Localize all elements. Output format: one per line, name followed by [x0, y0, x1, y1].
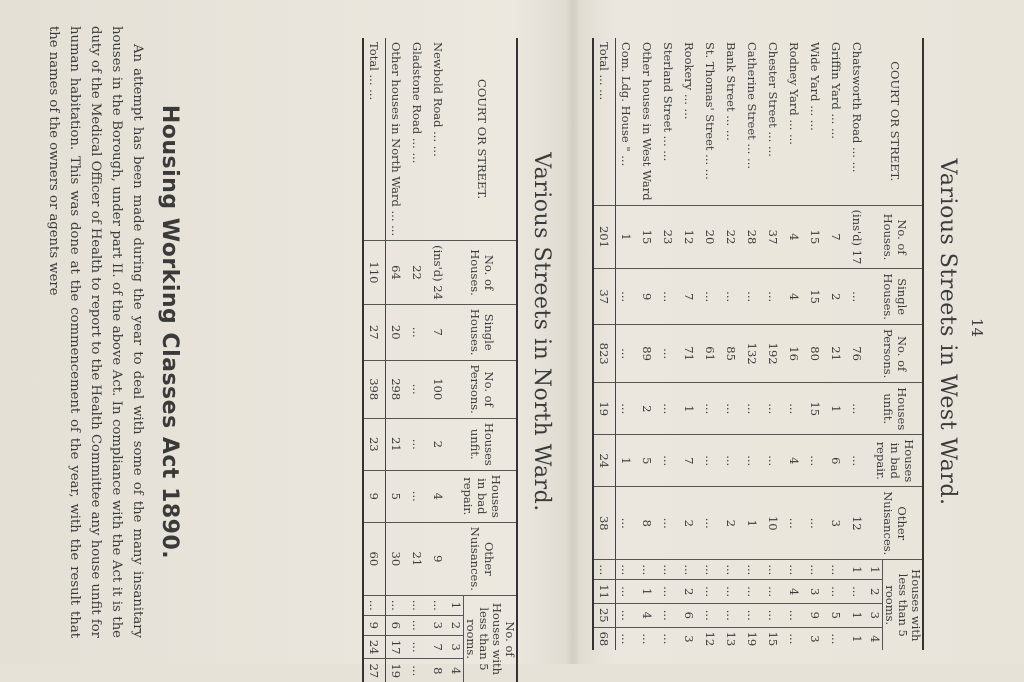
cell-persons: 85	[721, 324, 742, 382]
cell-houses: 15	[637, 205, 658, 269]
cell-unfit: ...	[742, 383, 763, 435]
cell-other: ...	[784, 487, 805, 560]
cell-r3: ...	[763, 603, 784, 627]
cell-other: ...	[805, 487, 826, 560]
cell-r2: 3	[805, 580, 826, 604]
cell-bad: 24	[593, 435, 616, 487]
cell-other: 2	[721, 487, 742, 560]
cell-single: ...	[742, 269, 763, 325]
cell-unfit: 15	[805, 383, 826, 435]
cell-single: 9	[637, 269, 658, 325]
cell-houses: 110	[363, 241, 386, 305]
cell-name: Wide Yard ... ...	[805, 38, 826, 205]
cell-unfit: ...	[407, 418, 428, 470]
cell-houses: 15	[805, 205, 826, 269]
col-court-header: COURT OR STREET.	[868, 38, 923, 205]
cell-r3: 24	[363, 635, 386, 659]
cell-r1: ...	[616, 560, 638, 580]
table-row	[679, 38, 700, 650]
cell-r1: ...	[386, 595, 408, 615]
west-ward-table	[592, 38, 924, 650]
north-ward-rows	[363, 38, 449, 682]
cell-bad: 1	[616, 435, 638, 487]
cell-other: 1	[742, 487, 763, 560]
cell-r3: ...	[658, 603, 679, 627]
cell-single: ...	[721, 269, 742, 325]
cell-name: Chester Street ... ...	[763, 38, 784, 205]
table-row	[826, 38, 847, 650]
room-col-2: 2	[449, 615, 464, 635]
cell-name: Newbold Road ... ...	[428, 38, 449, 241]
housing-act-paragraph: An attempt has been made during the year to deal with some of the many insanitary houses in the Borough, under part II. of the above Act. In compliance with the Act it is the duty of the Medical Officer of Health to report to the Health Committee any house unfit for human habitation. This was done at the commencement of the year, with the result that the names of the owners or agents were	[46, 26, 145, 638]
cell-r3: ...	[407, 635, 428, 659]
cell-r3: 17	[386, 635, 408, 659]
cell-r1: ...	[826, 560, 847, 580]
table-row	[637, 38, 658, 650]
cell-r4: 15	[766, 631, 781, 647]
cell-persons: 71	[679, 324, 700, 382]
cell-name: Chatsworth Road ... ...	[847, 38, 868, 205]
cell-r3: ...	[721, 603, 742, 627]
col-rooms-group-header: Houses with less than 5 rooms.	[883, 569, 923, 642]
cell-bad: ...	[721, 435, 742, 487]
cell-r1: ...	[742, 560, 763, 580]
cell-r1: ...	[721, 560, 742, 580]
cell-single: ...	[616, 269, 638, 325]
cell-houses: 28	[742, 205, 763, 269]
cell-name: Total ... ...	[593, 38, 616, 205]
cell-houses: (ins'd) 17	[847, 205, 868, 269]
room-col-4: 4	[868, 627, 883, 650]
table-row	[784, 38, 805, 650]
cell-single: 7	[679, 269, 700, 325]
col-houses-header: No. of Houses.	[868, 205, 923, 269]
cell-r2: 1	[637, 580, 658, 604]
cell-persons: ...	[658, 324, 679, 382]
cell-bad: ...	[847, 435, 868, 487]
cell-r4: 8	[431, 667, 446, 675]
north-ward-table	[362, 38, 518, 682]
total-row	[363, 38, 386, 682]
cell-r4: ...	[640, 633, 655, 645]
cell-r3: ...	[784, 603, 805, 627]
cell-r4: 19	[389, 663, 404, 679]
cell-other: 10	[763, 487, 784, 560]
cell-r1: ...	[637, 560, 658, 580]
cell-name: St. Thomas' Street ... ...	[700, 38, 721, 205]
cell-r2: 3	[428, 615, 449, 635]
room-col-3: 3	[868, 603, 883, 627]
north-ward-title: Various Streets in North Ward.	[529, 152, 554, 512]
cell-r2: ...	[826, 580, 847, 604]
table-row	[658, 38, 679, 650]
col-persons-header: No. of Persons.	[868, 324, 923, 382]
cell-single: 7	[428, 304, 449, 360]
cell-unfit: 19	[593, 383, 616, 435]
cell-persons: 298	[386, 360, 408, 418]
cell-single: ...	[658, 269, 679, 325]
cell-unfit: 1	[826, 383, 847, 435]
table-row	[616, 38, 638, 650]
cell-bad: ...	[805, 435, 826, 487]
cell-r2: 2	[679, 580, 700, 604]
cell-other: 8	[637, 487, 658, 560]
cell-bad: 5	[637, 435, 658, 487]
cell-r1: ...	[763, 560, 784, 580]
cell-other: 9	[428, 522, 449, 595]
room-col-1: 1	[868, 560, 883, 580]
cell-r3: 1	[847, 603, 868, 627]
col-unfit-header: Houses unfit.	[449, 418, 517, 470]
col-persons-header: No. of Persons.	[449, 360, 517, 418]
cell-persons: 192	[763, 324, 784, 382]
cell-r1: ...	[700, 560, 721, 580]
cell-other: 38	[593, 487, 616, 560]
cell-houses: 1	[616, 205, 638, 269]
cell-single: ...	[700, 269, 721, 325]
cell-name: Com. Ldg. House " ...	[616, 38, 638, 205]
page-number: 14	[968, 318, 986, 338]
cell-bad: 6	[826, 435, 847, 487]
cell-bad: 9	[363, 470, 386, 522]
cell-houses: (ins'd) 24	[428, 241, 449, 305]
col-unfit-header: Houses unfit.	[868, 383, 923, 435]
col-court-header: COURT OR STREET.	[449, 38, 517, 241]
west-ward-title: Various Streets in West Ward.	[935, 158, 960, 506]
cell-r4: ...	[410, 665, 425, 677]
cell-r3: ...	[616, 603, 638, 627]
cell-name: Catherine Street ... ...	[742, 38, 763, 205]
cell-r1: ...	[784, 560, 805, 580]
cell-r1: 1	[847, 560, 868, 580]
cell-single: ...	[763, 269, 784, 325]
table-row	[763, 38, 784, 650]
cell-bad: 4	[784, 435, 805, 487]
cell-name: Other houses in West Ward	[637, 38, 658, 205]
cell-other: 60	[363, 522, 386, 595]
cell-single: ...	[407, 304, 428, 360]
cell-r4: ...	[787, 633, 802, 645]
cell-r4: ...	[619, 633, 634, 645]
cell-r1: ...	[363, 595, 386, 615]
cell-unfit: ...	[700, 383, 721, 435]
cell-other: ...	[616, 487, 638, 560]
cell-single: 37	[593, 269, 616, 325]
cell-r2: ...	[721, 580, 742, 604]
cell-name: Total ... ...	[363, 38, 386, 241]
col-houses-header: No. of Houses.	[449, 241, 517, 305]
cell-persons: 16	[784, 324, 805, 382]
cell-unfit: ...	[658, 383, 679, 435]
cell-r1: ...	[805, 560, 826, 580]
cell-houses: 7	[826, 205, 847, 269]
cell-persons: 61	[700, 324, 721, 382]
cell-unfit: ...	[763, 383, 784, 435]
col-nuisances-header: Other Nuisances.	[449, 522, 517, 595]
cell-r3: 7	[428, 635, 449, 659]
cell-unfit: 1	[679, 383, 700, 435]
cell-single: 15	[805, 269, 826, 325]
cell-other: ...	[658, 487, 679, 560]
cell-bad: 7	[679, 435, 700, 487]
cell-r2: ...	[658, 580, 679, 604]
cell-r4: 1	[850, 635, 865, 643]
cell-r2: 4	[784, 580, 805, 604]
table-row	[847, 38, 868, 650]
room-col-1: 1	[449, 595, 464, 615]
table-row	[742, 38, 763, 650]
cell-persons: 100	[428, 360, 449, 418]
col-rooms-group-header: No. of Houses with less than 5 rooms.	[464, 602, 517, 676]
table-row	[386, 38, 408, 682]
cell-single: 4	[784, 269, 805, 325]
cell-bad: ...	[407, 470, 428, 522]
cell-houses: 64	[386, 241, 408, 305]
cell-persons: ...	[616, 324, 638, 382]
cell-bad: 4	[428, 470, 449, 522]
cell-r2: ...	[763, 580, 784, 604]
cell-persons: 89	[637, 324, 658, 382]
cell-r2: ...	[616, 580, 638, 604]
room-col-2: 2	[868, 580, 883, 604]
cell-r2: ...	[742, 580, 763, 604]
cell-name: Griffin Yard ... ...	[826, 38, 847, 205]
table-row	[721, 38, 742, 650]
cell-r3: 4	[637, 603, 658, 627]
cell-name: Rookery ... ...	[679, 38, 700, 205]
table-row	[805, 38, 826, 650]
cell-name: Rodney Yard ... ...	[784, 38, 805, 205]
cell-unfit: ...	[847, 383, 868, 435]
cell-name: Bank Street ... ...	[721, 38, 742, 205]
col-single-header: Single Houses.	[868, 269, 923, 325]
cell-houses: 22	[407, 241, 428, 305]
cell-r3: 5	[826, 603, 847, 627]
cell-bad: ...	[763, 435, 784, 487]
col-bad-repair-header: Houses in bad repair.	[868, 435, 923, 487]
cell-unfit: ...	[784, 383, 805, 435]
cell-houses: 201	[593, 205, 616, 269]
cell-single: 27	[363, 304, 386, 360]
cell-unfit: 21	[386, 418, 408, 470]
cell-r2: 9	[363, 615, 386, 635]
cell-unfit: ...	[616, 383, 638, 435]
cell-r1: ...	[428, 595, 449, 615]
cell-unfit: 2	[637, 383, 658, 435]
cell-r2: ...	[700, 580, 721, 604]
cell-unfit: 2	[428, 418, 449, 470]
cell-persons: 76	[847, 324, 868, 382]
cell-persons: 132	[742, 324, 763, 382]
table-row	[407, 38, 428, 682]
cell-r4: 13	[724, 631, 739, 647]
cell-name: Sterland Street ... ...	[658, 38, 679, 205]
cell-single: 20	[386, 304, 408, 360]
cell-r3: ...	[742, 603, 763, 627]
room-col-4: 4	[449, 659, 464, 682]
cell-r2: 6	[386, 615, 408, 635]
cell-r3: 25	[593, 603, 616, 627]
cell-other: 2	[679, 487, 700, 560]
cell-r3: 9	[805, 603, 826, 627]
cell-persons: 398	[363, 360, 386, 418]
cell-bad: ...	[742, 435, 763, 487]
cell-houses: 20	[700, 205, 721, 269]
total-row	[593, 38, 616, 650]
cell-other: 12	[847, 487, 868, 560]
housing-act-title: Housing Working Classes Act 1890.	[157, 104, 182, 560]
cell-houses: 22	[721, 205, 742, 269]
cell-r4: ...	[661, 633, 676, 645]
cell-r4: ...	[829, 633, 844, 645]
west-ward-rows	[593, 38, 868, 650]
cell-houses: 4	[784, 205, 805, 269]
cell-r1: ...	[593, 560, 616, 580]
cell-r3: 6	[679, 603, 700, 627]
cell-other: 30	[386, 522, 408, 595]
cell-r4: 19	[745, 631, 760, 647]
cell-bad: ...	[700, 435, 721, 487]
cell-r2: 11	[593, 580, 616, 604]
cell-persons: ...	[407, 360, 428, 418]
cell-houses: 23	[658, 205, 679, 269]
cell-other: 3	[826, 487, 847, 560]
cell-name: Other houses in North Ward ... ...	[386, 38, 408, 241]
col-single-header: Single Houses.	[449, 304, 517, 360]
cell-r3: ...	[700, 603, 721, 627]
cell-single: 2	[826, 269, 847, 325]
cell-r1: ...	[658, 560, 679, 580]
cell-unfit: 23	[363, 418, 386, 470]
cell-r2: ...	[407, 615, 428, 635]
cell-r1: ...	[407, 595, 428, 615]
cell-houses: 12	[679, 205, 700, 269]
cell-r4: 3	[808, 635, 823, 643]
table-row	[428, 38, 449, 682]
cell-other: ...	[700, 487, 721, 560]
cell-persons: 80	[805, 324, 826, 382]
cell-other: 21	[407, 522, 428, 595]
cell-single: ...	[847, 269, 868, 325]
cell-bad: 5	[386, 470, 408, 522]
cell-persons: 823	[593, 324, 616, 382]
cell-r1: ...	[679, 560, 700, 580]
col-nuisances-header: Other Nuisances.	[868, 487, 923, 560]
cell-houses: 37	[763, 205, 784, 269]
cell-r4: 12	[703, 631, 718, 647]
table-row	[700, 38, 721, 650]
room-col-3: 3	[449, 635, 464, 659]
cell-unfit: ...	[721, 383, 742, 435]
cell-persons: 21	[826, 324, 847, 382]
cell-r4: 3	[682, 635, 697, 643]
cell-r2: ...	[847, 580, 868, 604]
cell-name: Gladstone Road ... ...	[407, 38, 428, 241]
cell-r4: 27	[363, 659, 386, 682]
col-bad-repair-header: Houses in bad repair.	[449, 470, 517, 522]
cell-r4: 68	[593, 627, 616, 650]
cell-bad: ...	[658, 435, 679, 487]
